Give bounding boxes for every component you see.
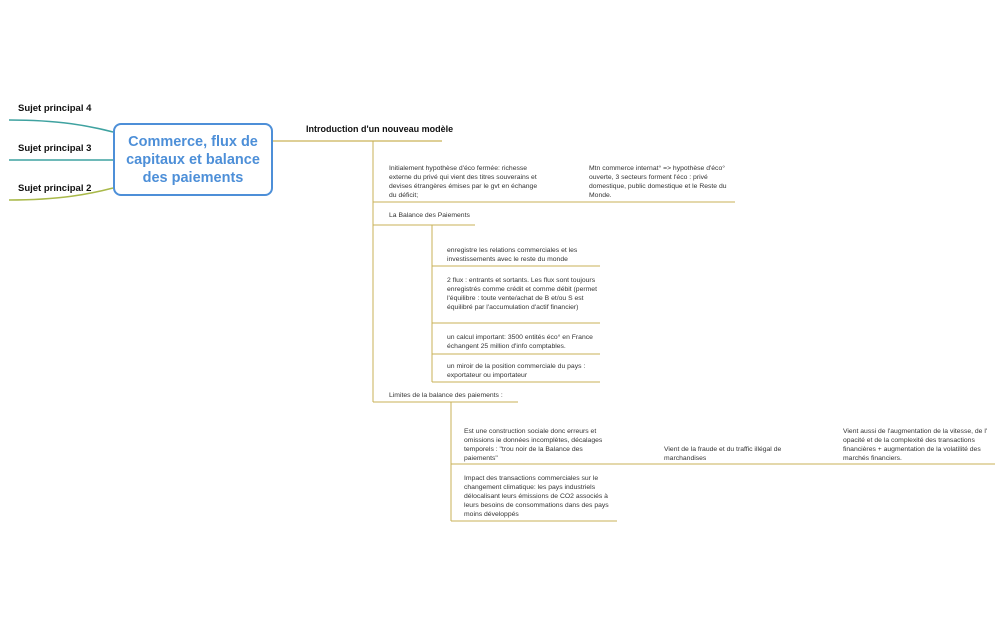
side-topic-2[interactable]: Sujet principal 2 bbox=[18, 183, 92, 194]
root-title: Commerce, flux de capitaux et balance des paiements bbox=[126, 133, 260, 186]
intro-closed-economy[interactable]: Initialement hypothèse d'éco fermée: richesse externe du privé qui vient des titres souverains et devises étrangères émises par le gvt en échange du déficit; bbox=[389, 165, 538, 199]
balance-title[interactable]: La Balance des Paiements bbox=[389, 212, 470, 219]
balance-item-1[interactable]: enregistre les relations commerciales et les investissements avec le reste du monde bbox=[447, 247, 578, 263]
balance-item-2[interactable]: 2 flux : entrants et sortants. Les flux sont toujours enregistrés comme crédit et comme débit (permet l'équilibre : toute vente/achat de B et/ou S est équilibré par l'accumulation d'actif financier) bbox=[447, 277, 597, 311]
root-node[interactable] bbox=[113, 123, 273, 196]
limits-title[interactable]: Limites de la balance des paiements : bbox=[389, 392, 503, 399]
limits-climate[interactable]: Impact des transactions commerciales sur le changement climatique: les pays industriels délocalisant leurs émissions de CO2 associés à leurs besoins de consommations dans des pays moins développés bbox=[464, 475, 609, 518]
balance-item-4[interactable]: un miroir de la position commerciale du pays : exportateur ou importateur bbox=[447, 363, 586, 379]
side-topic-3[interactable]: Sujet principal 3 bbox=[18, 143, 92, 154]
limits-fraud[interactable]: Vient de la fraude et du traffic illégal de marchandises bbox=[664, 446, 782, 462]
balance-item-3[interactable]: un calcul important: 3500 entités éco° en France échangent 25 million d'info comptables. bbox=[447, 334, 593, 350]
intro-title[interactable]: Introduction d'un nouveau modèle bbox=[306, 124, 454, 134]
connector-sujet-4 bbox=[9, 120, 113, 132]
side-topic-4[interactable]: Sujet principal 4 bbox=[18, 103, 92, 114]
intro-open-economy[interactable]: Mtn commerce internat° => hypothèse d'éco° ouverte, 3 secteurs forment l'éco : privé domestique, public domestique et le Reste du Monde. bbox=[589, 165, 727, 199]
limits-speed[interactable]: Vient aussi de l'augmentation de la vitesse, de l' opacité et de la complexité des transactions financières + augmentation de la volatilité des marchés financiers. bbox=[843, 428, 988, 462]
limits-social-construction[interactable]: Est une construction sociale donc erreurs et omissions ie données incomplètes, décalages temporels : "trou noir de la Balance des paiements" bbox=[464, 428, 603, 462]
